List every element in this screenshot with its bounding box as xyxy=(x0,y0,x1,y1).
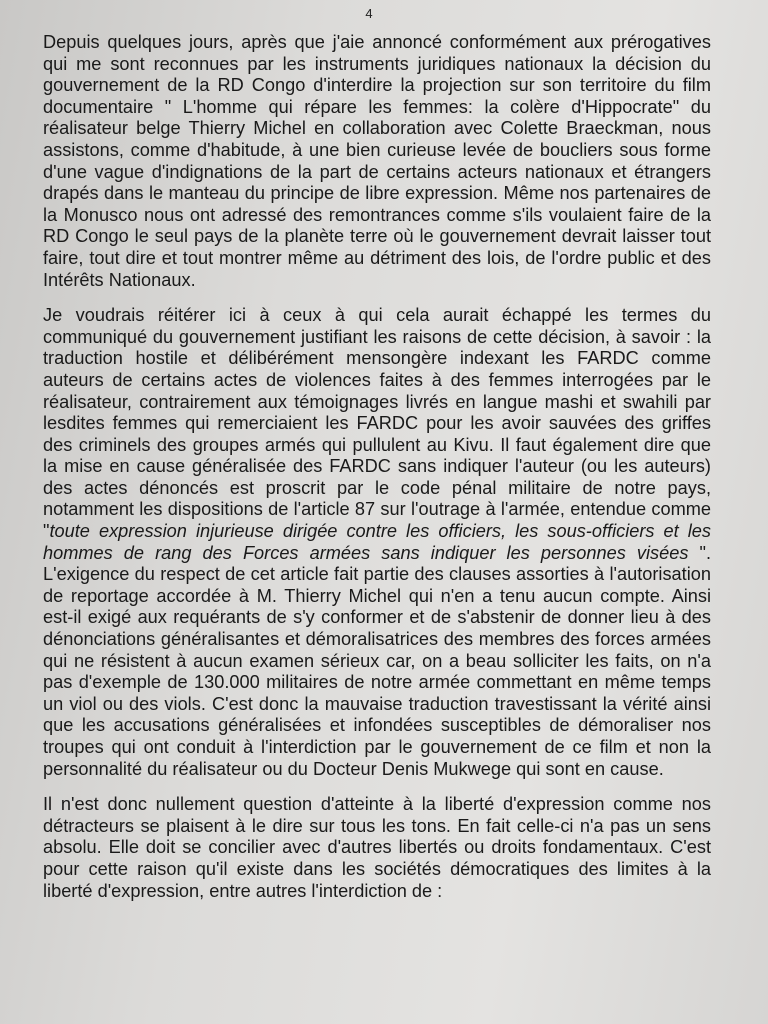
paragraph-3: Il n'est donc nullement question d'atteinte à la liberté d'expression comme nos détracteurs se plaisent à le dire sur tous les tons. En fait celle-ci n'a pas un sens absolu. Elle doit se concilier avec d'autres libertés ou droits fondamentaux. C'est pour cette raison qu'il existe dans les sociétés démocratiques des limites à la liberté d'expression, entre autres l'interdiction de : xyxy=(43,794,711,901)
article-87-quote: toute expression injurieuse dirigée contre les officiers, les sous-officiers et les hommes de rang des Forces armées sans indiquer les personnes visées xyxy=(43,521,711,563)
document-body xyxy=(43,32,711,916)
paragraph-2 xyxy=(43,305,711,780)
paragraph-1: Depuis quelques jours, après que j'aie annoncé conformément aux prérogatives qui me sont reconnues par les instruments juridiques nationaux la décision du gouvernement de la RD Congo d'interdire la projection sur son territoire du film documentaire " L'homme qui répare les femmes: la colère d'Hippocrate" du réalisateur belge Thierry Michel en collaboration avec Colette Braeckman, nous assistons, comme d'habitude, à une bien curieuse levée de boucliers sous forme d'une vague d'indignations de la part de certains acteurs nationaux et étrangers drapés dans le manteau du principe de libre expression. Même nos partenaires de la Monusco nous ont adressé des remontrances comme s'ils voulaient faire de la RD Congo le seul pays de la planète terre où le gouvernement devrait laisser tout faire, tout dire et tout montrer même au détriment des lois, de l'ordre public et des Intérêts Nationaux. xyxy=(43,32,711,290)
page-number: 4 xyxy=(365,6,373,21)
paragraph-2-text: Je voudrais réitérer ici à ceux à qui cela aurait échappé les termes du communiqué du gouvernement justifiant les raisons de cette décision, à savoir : la traduction hostile et délibérément mensongère indexant les FARDC comme auteurs de certains actes de violences faites à des femmes interrogées par le réalisateur, contrairement aux témoignages livrés en langue mashi et swahili par lesdites femmes qui remerciaient les FARDC pour les avoir sauvées des griffes des criminels des groupes armés qui pullulent au Kivu. Il faut également dire que la mise en cause généralisée des FARDC sans indiquer l'auteur (ou les auteurs) des actes dénoncés est proscrit par le code pénal militaire de notre pays, notamment les dispositions de l'article 87 sur l'outrage à l'armée, entendue comme " xyxy=(43,305,711,542)
paragraph-2-continuation: ". L'exigence du respect de cet article fait partie des clauses assorties à l'autorisation de reportage accordée à M. Thierry Michel qui n'en a tenu aucun compte. Ainsi est-il exigé aux requérants de s'y conformer et de s'abstenir de donner lieu à des dénonciations généralisantes et démoralisatrices des membres des forces armées qui ne résistent à aucun examen sérieux car, on a beau solliciter les faits, on n'a pas d'exemple de 130.000 militaires de notre armée commettant en même temps un viol ou des viols. C'est donc la mauvaise traduction travestissant la vérité ainsi que les accusations généralisées et infondées susceptibles de démoraliser nos troupes qui ont conduit à l'interdiction par le gouvernement de ce film et non la personnalité du réalisateur ou du Docteur Denis Mukwege qui sont en cause. xyxy=(43,542,711,779)
